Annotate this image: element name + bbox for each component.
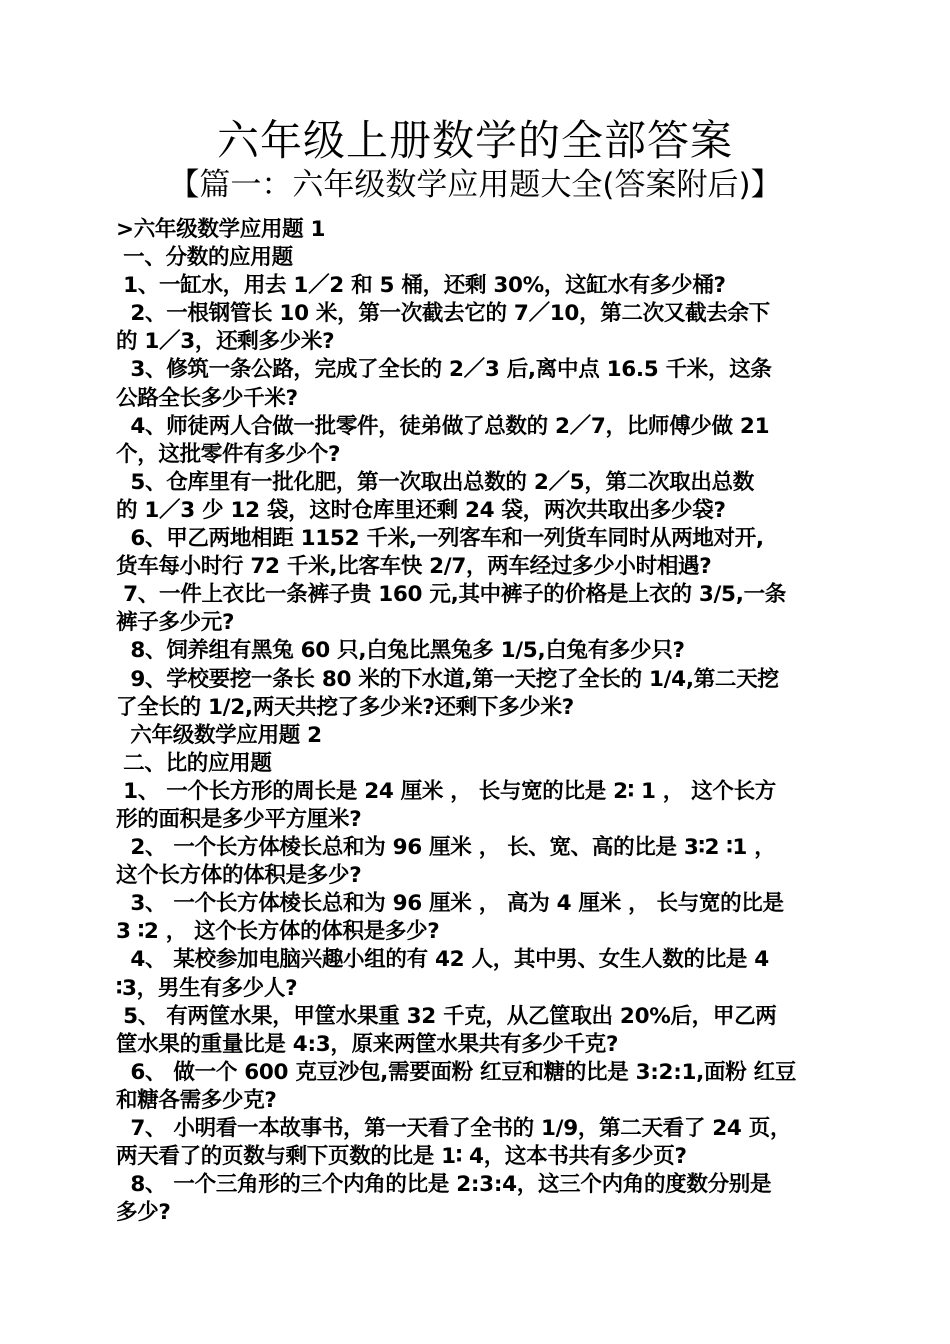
text-line: 筐水果的重量比是 4:3，原来两筐水果共有多少千克? xyxy=(116,1031,619,1057)
text-line: >六年级数学应用题 1 xyxy=(116,217,326,242)
text-line: 6、甲乙两地相距 1152 千米,一列客车和一列货车同时从两地对开, xyxy=(116,526,764,552)
text-line: 3 ∶2 ， 这个长方体的体积是多少? xyxy=(116,919,440,945)
text-line: 8、 一个三角形的三个内角的比是 2:3:4，这三个内角的度数分别是 xyxy=(116,1172,772,1198)
text-line: 9、学校要挖一条长 80 米的下水道,第一天挖了全长的 1/4,第二天挖 xyxy=(116,666,779,692)
text-line: 1、 一个长方形的周长是 24 厘米 ， 长与宽的比是 2∶ 1 ， 这个长方 xyxy=(116,778,776,804)
text-line: 7、一件上衣比一条裤子贵 160 元,其中裤子的价格是上衣的 3/5,一条 xyxy=(116,582,786,608)
text-line: 5、仓库里有一批化肥，第一次取出总数的 2／5，第二次取出总数 xyxy=(116,469,754,495)
text-line: 一、分数的应用题 xyxy=(116,245,293,271)
text-line: 多少? xyxy=(116,1200,171,1226)
text-line: 和糖各需多少克? xyxy=(116,1087,277,1113)
text-line: 2、 一个长方体棱长总和为 96 厘米 ， 长、宽、高的比是 3∶2 ∶1 ， xyxy=(116,835,776,861)
text-line: ∶3，男生有多少人? xyxy=(116,975,298,1001)
text-line: 这个长方体的体积是多少? xyxy=(116,863,362,889)
text-line: 的 1／3，还剩多少米? xyxy=(116,329,335,355)
page-title: 六年级上册数学的全部答案 xyxy=(216,116,733,165)
text-line: 个，这批零件有多少个? xyxy=(116,441,341,467)
text-line: 二、比的应用题 xyxy=(116,750,272,776)
page-subtitle: 【篇一：六年级数学应用题大全(答案附后)】 xyxy=(168,167,782,203)
text-line: 形的面积是多少平方厘米? xyxy=(116,806,362,832)
text-line: 的 1／3 少 12 袋，这时仓库里还剩 24 袋，两次共取出多少袋? xyxy=(116,497,726,523)
text-line: 1、一缸水，用去 1／2 和 5 桶，还剩 30%，这缸水有多少桶? xyxy=(116,273,726,299)
text-line: 6、 做一个 600 克豆沙包,需要面粉 红豆和糖的比是 3:2:1,面粉 红豆 xyxy=(116,1059,797,1085)
text-line: 两天看了的页数与剩下页数的比是 1∶ 4，这本书共有多少页? xyxy=(116,1144,687,1170)
text-line: 4、师徒两人合做一批零件，徒弟做了总数的 2／7，比师傅少做 21 xyxy=(116,413,770,439)
text-line: 7、 小明看一本故事书，第一天看了全书的 1/9，第二天看了 24 页， xyxy=(116,1116,792,1141)
text-line: 3、修筑一条公路，完成了全长的 2／3 后,离中点 16.5 千米，这条 xyxy=(116,357,772,383)
text-line: 4、 某校参加电脑兴趣小组的有 42 人，其中男、女生人数的比是 4 xyxy=(116,947,769,973)
document-body xyxy=(116,216,836,1227)
text-line: 货车每小时行 72 千米,比客车快 2/7，两车经过多少小时相遇? xyxy=(116,554,712,580)
text-line: 8、饲养组有黑兔 60 只,白兔比黑兔多 1/5,白兔有多少只? xyxy=(116,638,685,664)
text-line: 5、 有两筐水果，甲筐水果重 32 千克，从乙筐取出 20%后，甲乙两 xyxy=(116,1003,777,1029)
text-line: 裤子多少元? xyxy=(116,610,235,636)
text-line: 3、 一个长方体棱长总和为 96 厘米 ， 高为 4 厘米 ， 长与宽的比是 xyxy=(116,891,784,917)
text-line: 公路全长多少千米? xyxy=(116,385,298,411)
text-line: 了全长的 1/2,两天共挖了多少米?还剩下多少米? xyxy=(116,694,574,720)
text-line: 六年级数学应用题 2 xyxy=(116,722,322,748)
text-line: 2、一根钢管长 10 米，第一次截去它的 7／10，第二次又截去余下 xyxy=(116,301,770,327)
